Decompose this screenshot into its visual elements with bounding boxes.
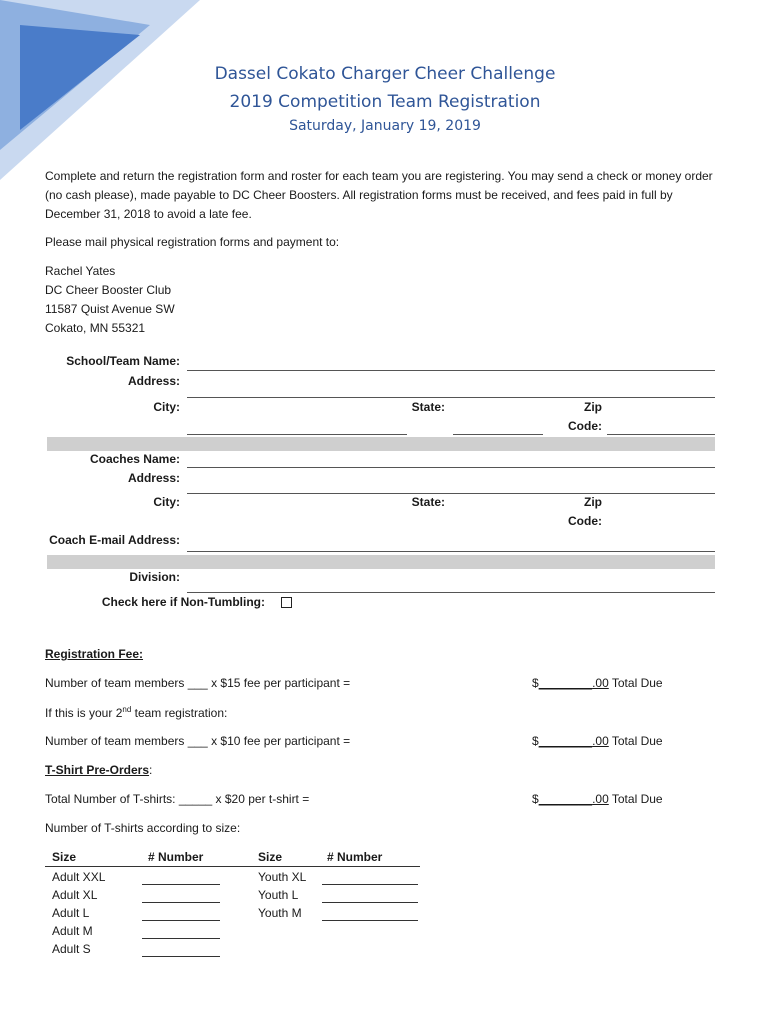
size-col-header: Size bbox=[52, 850, 77, 864]
sizes-intro: Number of T-shirts according to size: bbox=[45, 821, 241, 835]
total-due-2 bbox=[532, 734, 663, 748]
team-address-label: Address: bbox=[127, 374, 180, 388]
address-line: DC Cheer Booster Club bbox=[45, 283, 172, 297]
size-youth-xl: Youth XL bbox=[258, 870, 307, 884]
form-title: Dassel Cokato Charger Cheer Challenge bbox=[214, 64, 556, 84]
team-zip-label: Zip bbox=[584, 400, 602, 414]
coach-city-label: City: bbox=[153, 495, 180, 509]
total-due-3 bbox=[532, 792, 663, 806]
total-due-label: Total Due bbox=[608, 676, 663, 690]
team-state-field[interactable] bbox=[453, 434, 543, 435]
size-adult-m: Adult M bbox=[52, 924, 93, 938]
team-zip-code-label: Code: bbox=[568, 419, 602, 433]
non-tumbling-checkbox[interactable] bbox=[281, 597, 292, 608]
team-city-label: City: bbox=[153, 400, 180, 414]
coach-zip-code-label: Code: bbox=[568, 514, 602, 528]
total-blank[interactable]: ________ bbox=[538, 734, 593, 748]
section-divider bbox=[47, 555, 715, 569]
size-adult-xxl: Adult XXL bbox=[52, 870, 106, 884]
coach-zip-label: Zip bbox=[584, 495, 602, 509]
youth-m-count-field[interactable] bbox=[322, 920, 418, 921]
dollar-sign: $ bbox=[532, 734, 539, 748]
coach-address-label: Address: bbox=[127, 471, 180, 485]
division-label: Division: bbox=[129, 570, 180, 584]
coach-email-field[interactable] bbox=[187, 551, 715, 552]
registration-fee-heading bbox=[45, 647, 143, 661]
fee-row-first-team: Number of team members ___ x $15 fee per participant = bbox=[45, 676, 351, 690]
team-zip-field[interactable] bbox=[607, 434, 715, 435]
team-address-field[interactable] bbox=[187, 397, 715, 398]
corner-decoration bbox=[0, 0, 200, 180]
second-team-prefix: If this is your 2 bbox=[45, 706, 123, 720]
total-due-label: Total Due bbox=[608, 792, 663, 806]
registration-fee-heading-text: Registration Fee: bbox=[45, 647, 144, 661]
youth-l-count-field[interactable] bbox=[322, 902, 418, 903]
tshirt-heading-colon: : bbox=[149, 763, 153, 777]
size-adult-l: Adult L bbox=[52, 906, 90, 920]
total-due-label: Total Due bbox=[608, 734, 663, 748]
team-state-label: State: bbox=[411, 400, 445, 414]
total-cents: .00 bbox=[592, 792, 609, 806]
event-date: Saturday, January 19, 2019 bbox=[289, 118, 481, 134]
youth-xl-count-field[interactable] bbox=[322, 884, 418, 885]
address-line: 11587 Quist Avenue SW bbox=[45, 302, 175, 316]
total-cents: .00 bbox=[592, 676, 609, 690]
size-youth-l: Youth L bbox=[258, 888, 299, 902]
adult-xl-count-field[interactable] bbox=[142, 902, 220, 903]
adult-l-count-field[interactable] bbox=[142, 920, 220, 921]
second-team-sup: nd bbox=[122, 705, 132, 714]
coach-state-label: State: bbox=[411, 495, 445, 509]
total-due-1 bbox=[532, 676, 663, 690]
coach-address-field[interactable] bbox=[187, 493, 715, 494]
tshirt-total-row: Total Number of T-shirts: _____ x $20 per t-shirt = bbox=[45, 792, 310, 806]
fee-row-second-team: Number of team members ___ x $10 fee per participant = bbox=[45, 734, 351, 748]
form-subtitle: 2019 Competition Team Registration bbox=[229, 92, 541, 112]
number-col-header: # Number bbox=[327, 850, 383, 864]
dollar-sign: $ bbox=[532, 676, 539, 690]
mail-instruction: Please mail physical registration forms and payment to: bbox=[45, 235, 340, 249]
second-team-note bbox=[45, 705, 227, 720]
intro-paragraph: Complete and return the registration form and roster for each team you are registering. You may send a check or money order (no cash please), made payable to DC Cheer Boosters. All registration forms must be received, and fees paid in full by December 31, 2018 to avoid a late fee. bbox=[45, 169, 713, 221]
non-tumbling-label: Check here if Non-Tumbling: bbox=[101, 595, 265, 609]
coaches-name-field[interactable] bbox=[187, 467, 715, 468]
adult-m-count-field[interactable] bbox=[142, 938, 220, 939]
adult-xxl-count-field[interactable] bbox=[142, 884, 220, 885]
size-adult-xl: Adult XL bbox=[52, 888, 98, 902]
address-line: Cokato, MN 55321 bbox=[45, 321, 146, 335]
second-team-suffix: team registration: bbox=[131, 706, 228, 720]
adult-s-count-field[interactable] bbox=[142, 956, 220, 957]
total-blank[interactable]: ________ bbox=[538, 676, 593, 690]
size-youth-m: Youth M bbox=[258, 906, 302, 920]
total-cents: .00 bbox=[592, 734, 609, 748]
address-line: Rachel Yates bbox=[45, 264, 116, 278]
coaches-name-label: Coaches Name: bbox=[89, 452, 180, 466]
size-adult-s: Adult S bbox=[52, 942, 91, 956]
mailing-address bbox=[45, 262, 725, 338]
tshirt-heading bbox=[45, 763, 152, 777]
total-blank[interactable]: ________ bbox=[538, 792, 593, 806]
number-col-header: # Number bbox=[148, 850, 204, 864]
school-team-name-label: School/Team Name: bbox=[66, 354, 180, 368]
tshirt-heading-text: T-Shirt Pre-Orders bbox=[45, 763, 150, 777]
school-team-name-field[interactable] bbox=[187, 370, 715, 371]
coach-email-label: Coach E-mail Address: bbox=[49, 533, 180, 547]
size-col-header: Size bbox=[258, 850, 283, 864]
section-divider bbox=[47, 437, 715, 451]
dollar-sign: $ bbox=[532, 792, 539, 806]
division-field[interactable] bbox=[187, 592, 715, 593]
team-city-field[interactable] bbox=[187, 434, 407, 435]
